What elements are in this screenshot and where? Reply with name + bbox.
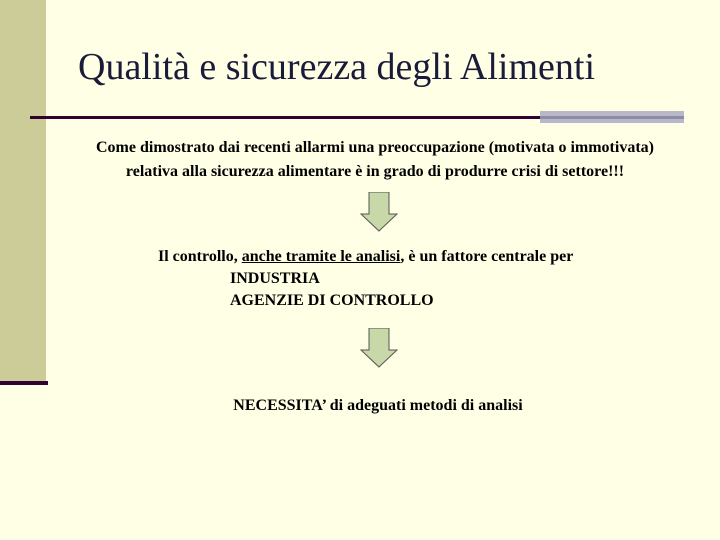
- left-bar-underline: [0, 381, 48, 385]
- control-suffix: , è un fattore centrale per: [400, 248, 574, 265]
- control-item-industria: INDUSTRIA: [230, 270, 320, 287]
- title-divider-accent: [540, 111, 684, 123]
- down-arrow-icon: [360, 192, 398, 232]
- title-divider: [30, 116, 542, 119]
- intro-paragraph: [40, 136, 710, 184]
- intro-line-2: relativa alla sicurezza alimentare è in grado di produrre crisi di settore!!!: [125, 163, 625, 180]
- down-arrow-icon: [360, 328, 398, 368]
- control-prefix: Il controllo,: [158, 248, 242, 265]
- conclusion-text: NECESSITA’ di adeguati metodi di analisi: [233, 397, 523, 414]
- control-underlined-text: anche tramite le analisi: [241, 248, 401, 265]
- control-item-agenzie: AGENZIE DI CONTROLLO: [230, 292, 434, 309]
- slide-title: Qualità e sicurezza degli Alimenti: [78, 46, 596, 88]
- control-paragraph: [158, 246, 678, 312]
- left-decorative-bar: [0, 0, 46, 383]
- intro-line-1: Come dimostrato dai recenti allarmi una preoccupazione (motivata o immotivata): [96, 139, 654, 156]
